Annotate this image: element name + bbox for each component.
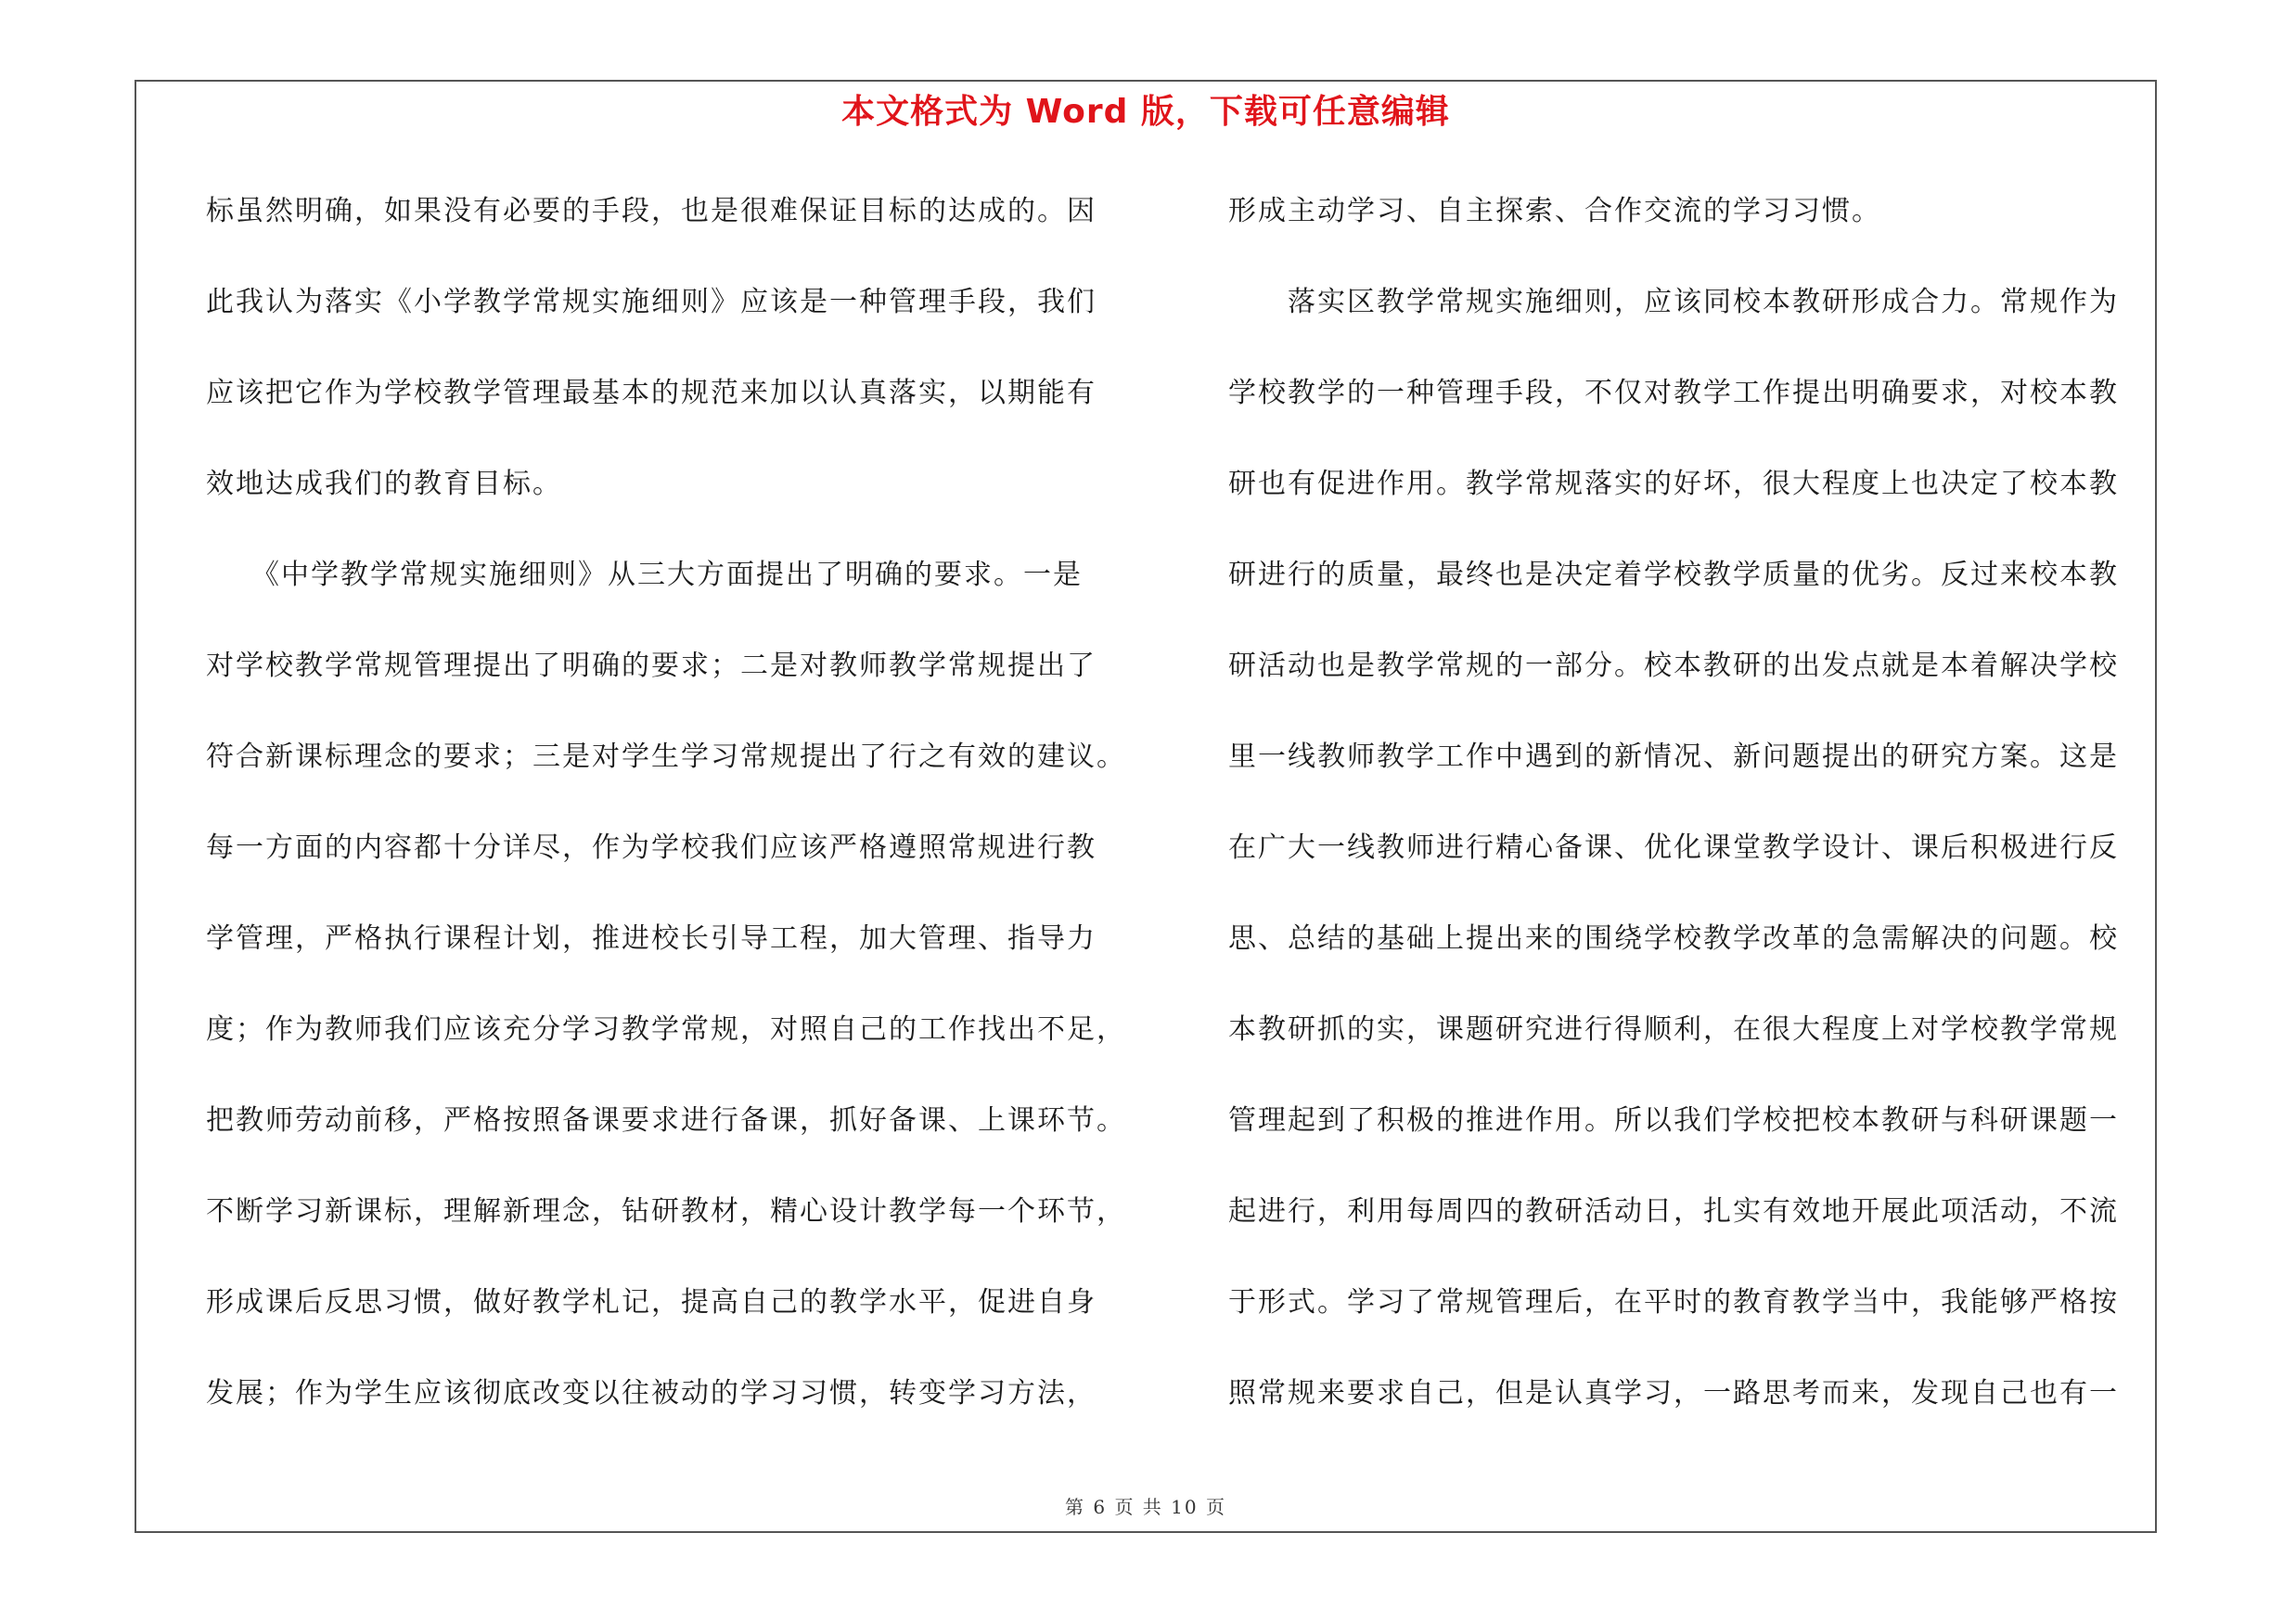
- text-line: 起进行，利用每周四的教研活动日，扎实有效地开展此项活动，不流: [1228, 1195, 2119, 1228]
- text-line: 形成课后反思习惯，做好教学札记，提高自己的教学水平，促进自身: [206, 1286, 1097, 1319]
- text-line: 度；作为教师我们应该充分学习教学常规，对照自己的工作找出不足，: [206, 1013, 1126, 1046]
- text-line: 此我认为落实《小学教学常规实施细则》应该是一种管理手段，我们: [206, 286, 1097, 318]
- text-line: 形成主动学习、自主探索、合作交流的学习习惯。: [1228, 195, 1881, 227]
- text-line: 学校教学的一种管理手段，不仅对教学工作提出明确要求，对校本教: [1228, 377, 2119, 409]
- text-line: 每一方面的内容都十分详尽，作为学校我们应该严格遵照常规进行教: [206, 831, 1097, 864]
- word-format-banner: 本文格式为 Word 版，下载可任意编辑: [841, 93, 1450, 131]
- text-line: 照常规来要求自己，但是认真学习，一路思考而来，发现自己也有一: [1228, 1377, 2119, 1410]
- text-line: 研也有促进作用。教学常规落实的好坏，很大程度上也决定了校本教: [1228, 468, 2119, 500]
- text-line: 《中学教学常规实施细则》从三大方面提出了明确的要求。一是: [206, 559, 1083, 591]
- text-line: 学管理，严格执行课程计划，推进校长引导工程，加大管理、指导力: [206, 922, 1097, 955]
- text-line: 思、总结的基础上提出来的围绕学校教学改革的急需解决的问题。校: [1228, 922, 2119, 955]
- text-line: 研进行的质量，最终也是决定着学校教学质量的优劣。反过来校本教: [1228, 559, 2119, 591]
- text-line: 于形式。学习了常规管理后，在平时的教育教学当中，我能够严格按: [1228, 1286, 2119, 1319]
- text-line: 研活动也是教学常规的一部分。校本教研的出发点就是本着解决学校: [1228, 650, 2119, 682]
- text-line: 符合新课标理念的要求；三是对学生学习常规提出了行之有效的建议。: [206, 741, 1126, 773]
- text-line: 应该把它作为学校教学管理最基本的规范来加以认真落实，以期能有: [206, 377, 1097, 409]
- text-line: 落实区教学常规实施细则，应该同校本教研形成合力。常规作为: [1228, 286, 2119, 318]
- text-line: 标虽然明确，如果没有必要的手段，也是很难保证目标的达成的。因: [206, 195, 1097, 227]
- text-line: 不断学习新课标，理解新理念，钻研教材，精心设计教学每一个环节，: [206, 1195, 1126, 1228]
- text-line: 效地达成我们的教育目标。: [206, 468, 562, 500]
- left-text-column: [206, 184, 1134, 1457]
- text-line: 里一线教师教学工作中遇到的新情况、新问题提出的研究方案。这是: [1228, 741, 2119, 773]
- text-line: 管理起到了积极的推进作用。所以我们学校把校本教研与科研课题一: [1228, 1104, 2119, 1137]
- text-line: 在广大一线教师进行精心备课、优化课堂教学设计、课后积极进行反: [1228, 831, 2119, 864]
- text-line: 把教师劳动前移，严格按照备课要求进行备课，抓好备课、上课环节。: [206, 1104, 1126, 1137]
- right-text-column: [1228, 184, 2156, 1457]
- text-line: 本教研抓的实，课题研究进行得顺利，在很大程度上对学校教学常规: [1228, 1013, 2119, 1046]
- text-line: 对学校教学常规管理提出了明确的要求；二是对教师教学常规提出了: [206, 650, 1097, 682]
- page-number-footer: 第 6 页 共 10 页: [1065, 1496, 1226, 1518]
- text-line: 发展；作为学生应该彻底改变以往被动的学习习惯，转变学习方法，: [206, 1377, 1097, 1410]
